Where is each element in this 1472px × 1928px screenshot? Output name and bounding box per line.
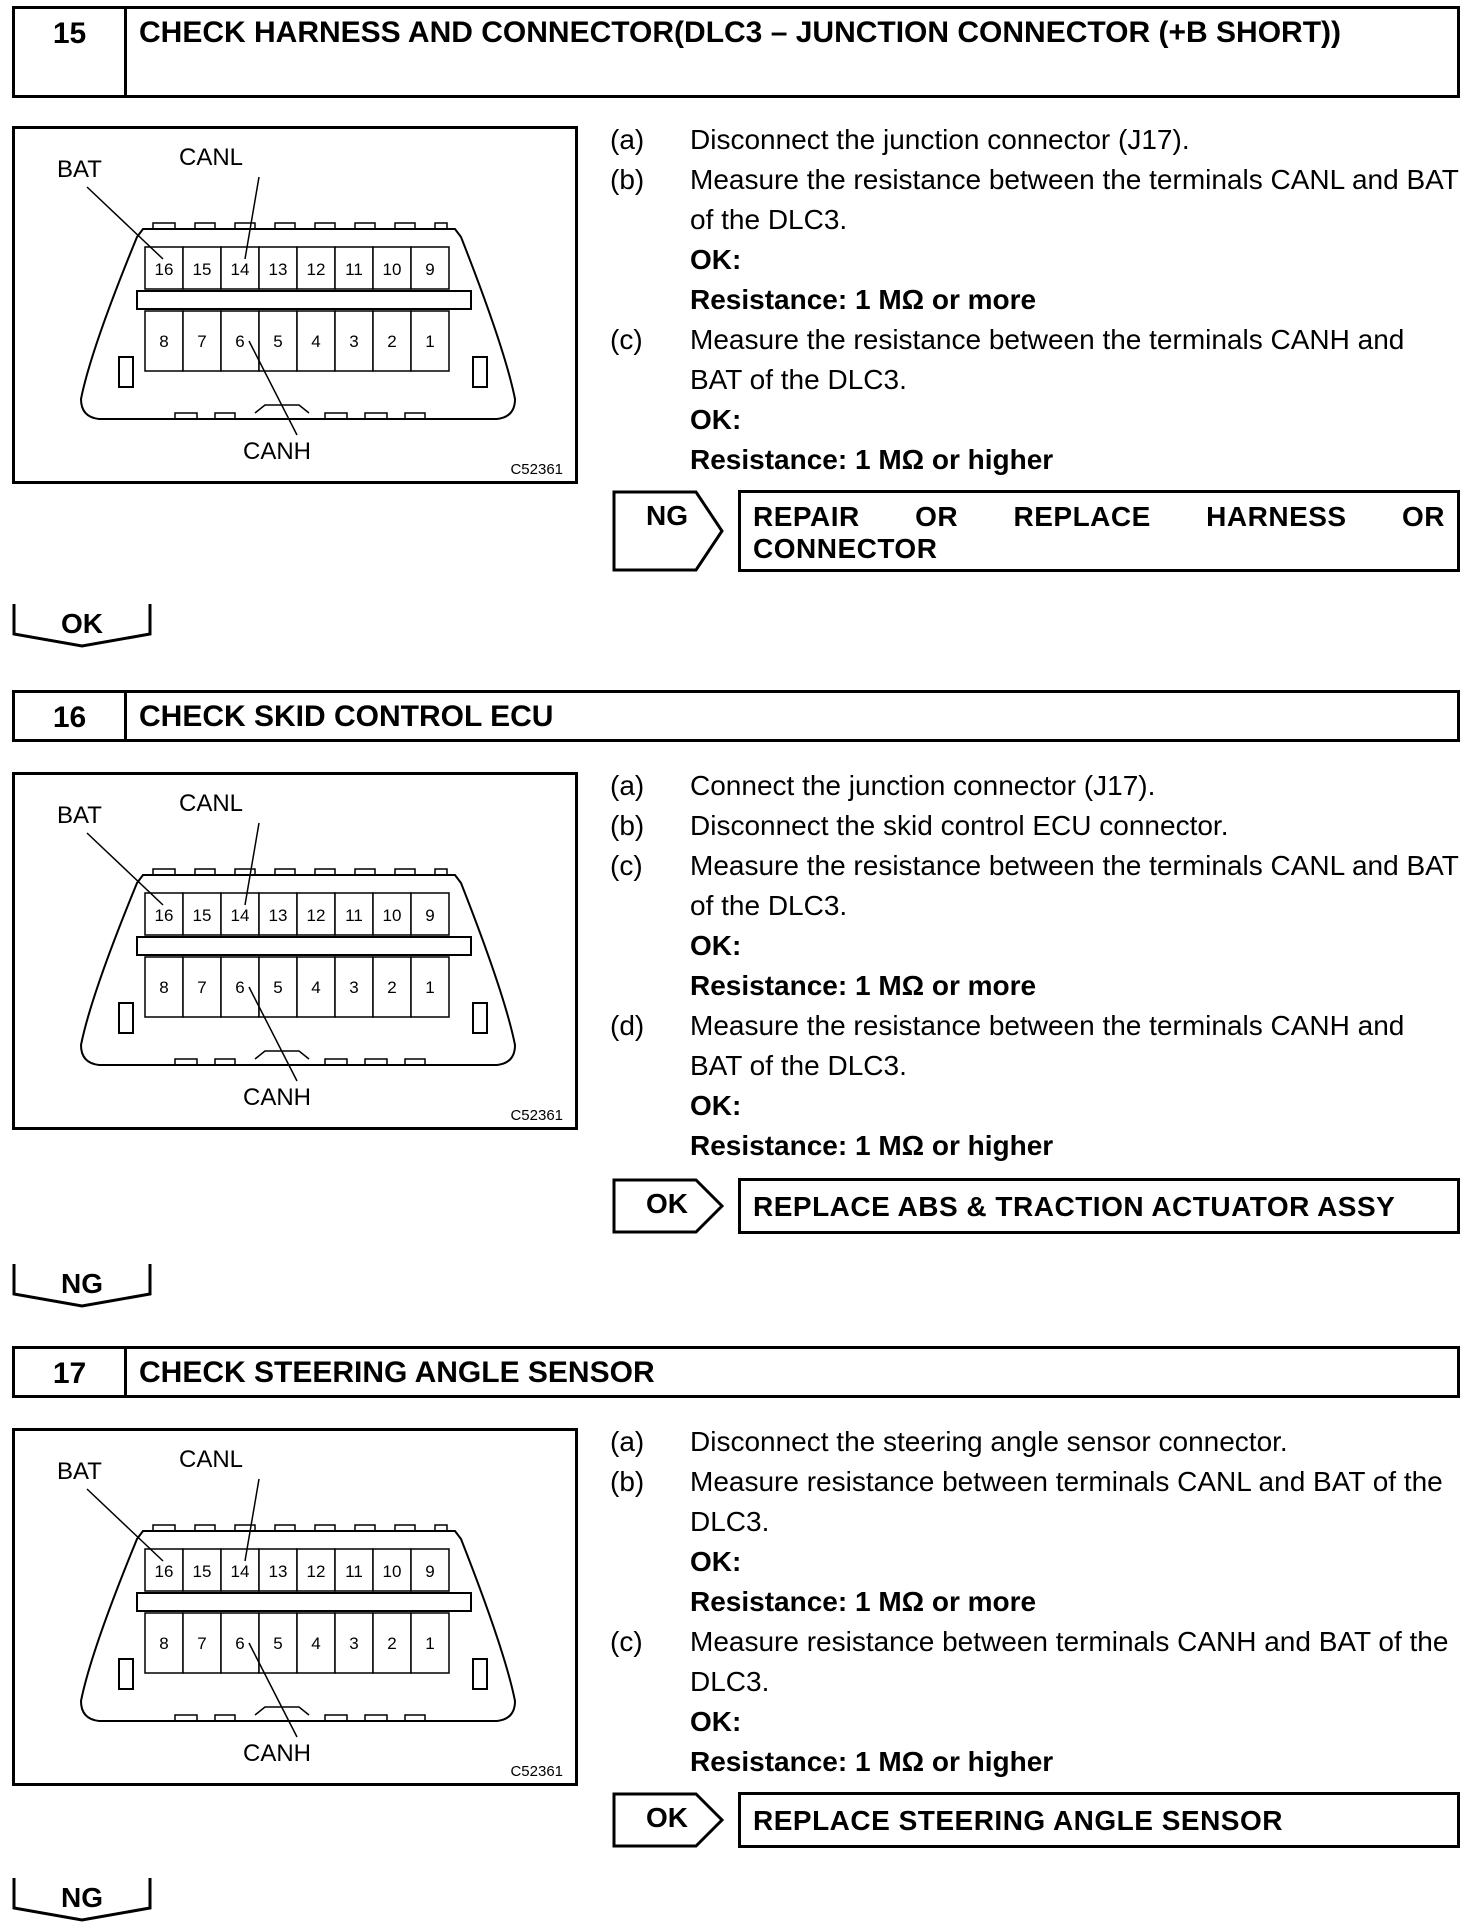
instruction-item: (c) Measure resistance between terminals CANH and BAT of the DLC3.	[610, 1626, 1449, 1697]
pin-number: 6	[235, 332, 245, 351]
figure-code: C52361	[510, 1763, 563, 1780]
resistance-spec: Resistance: 1 MΩ or higher	[690, 1130, 1054, 1161]
pin-number: 13	[268, 1562, 288, 1581]
pin-number: 4	[311, 332, 321, 351]
dlc3-connector-diagram	[15, 129, 575, 481]
dlc3-connector-diagram	[15, 775, 575, 1127]
pin-number: 10	[382, 260, 402, 279]
resistance-spec: Resistance: 1 MΩ or more	[690, 970, 1037, 1001]
instructions	[610, 120, 1462, 480]
pin-number: 13	[268, 260, 288, 279]
result-box	[612, 490, 1460, 572]
pin-number: 16	[154, 1562, 174, 1581]
pin-number: 8	[159, 1634, 169, 1653]
step-header	[12, 6, 1460, 98]
pin-number: 9	[425, 1562, 435, 1581]
step-header	[12, 690, 1460, 742]
connector-divider	[137, 937, 471, 955]
label-canl: CANL	[178, 1446, 244, 1473]
label-canh: CANH	[242, 1740, 312, 1767]
pin-number: 3	[349, 332, 359, 351]
flow-arrow-ng: NG	[12, 1262, 152, 1308]
latch-left	[119, 1659, 133, 1689]
result-box	[612, 1792, 1460, 1874]
pin-number: 2	[387, 978, 397, 997]
ok-label: OK:	[690, 244, 742, 275]
label-canh: CANH	[242, 1084, 312, 1111]
shell-bottom-edge	[175, 1051, 425, 1065]
flow-arrow-ng: NG	[12, 1876, 152, 1922]
instruction-item: (a) Connect the junction connector (J17).	[610, 770, 1156, 801]
pin-number: 7	[197, 1634, 207, 1653]
pin-number: 14	[230, 260, 250, 279]
result-tag-ng: NG	[612, 490, 738, 572]
pin-number: 10	[382, 906, 402, 925]
step-number: 15	[15, 9, 127, 95]
result-tag-ok: OK	[612, 1792, 738, 1848]
label-canh: CANH	[242, 438, 312, 465]
pin-number: 1	[425, 1634, 435, 1653]
pin-number: 1	[425, 332, 435, 351]
step-title: CHECK STEERING ANGLE SENSOR	[139, 1356, 655, 1389]
pin-number: 7	[197, 332, 207, 351]
latch-left	[119, 1003, 133, 1033]
instruction-item: (a) Disconnect the steering angle sensor connector.	[610, 1426, 1288, 1457]
pin-number: 13	[268, 906, 288, 925]
pin-number: 6	[235, 1634, 245, 1653]
pin-number: 15	[192, 906, 212, 925]
dlc3-figure	[12, 126, 578, 484]
pin-number: 14	[230, 906, 250, 925]
step-header	[12, 1346, 1460, 1398]
pin-number: 12	[306, 906, 326, 925]
result-action: REPLACE STEERING ANGLE SENSOR	[738, 1792, 1460, 1848]
result-tag-ok: OK	[612, 1178, 738, 1234]
instructions	[610, 766, 1462, 1166]
result-box	[612, 1178, 1460, 1260]
pin-number: 11	[345, 906, 363, 925]
instruction-item: (a) Disconnect the junction connector (J17).	[610, 124, 1190, 155]
pin-number: 3	[349, 1634, 359, 1653]
pin-number: 15	[192, 260, 212, 279]
dlc3-connector-diagram	[15, 1431, 575, 1783]
ok-label: OK:	[690, 404, 742, 435]
connector-divider	[137, 291, 471, 309]
shell-bottom-edge	[175, 1707, 425, 1721]
pin-number: 7	[197, 978, 207, 997]
instruction-item: (d) Measure the resistance between the terminals CANH and BAT of the DLC3.	[610, 1010, 1405, 1081]
latch-right	[473, 1003, 487, 1033]
pin-number: 16	[154, 906, 174, 925]
pin-number: 8	[159, 332, 169, 351]
latch-right	[473, 1659, 487, 1689]
label-bat: BAT	[57, 1458, 102, 1485]
figure-code: C52361	[510, 1107, 563, 1124]
connector-divider	[137, 1593, 471, 1611]
instructions	[610, 1422, 1462, 1782]
pin-number: 1	[425, 978, 435, 997]
pin-number: 2	[387, 332, 397, 351]
instruction-item: (b) Measure resistance between terminals CANL and BAT of the DLC3.	[610, 1466, 1443, 1537]
ok-label: OK:	[690, 930, 742, 961]
pin-number: 16	[154, 260, 174, 279]
ok-label: OK:	[690, 1546, 742, 1577]
leader-bat	[87, 833, 163, 905]
resistance-spec: Resistance: 1 MΩ or more	[690, 1586, 1037, 1617]
pin-number: 3	[349, 978, 359, 997]
pin-number: 5	[273, 978, 283, 997]
pin-number: 12	[306, 260, 326, 279]
resistance-spec: Resistance: 1 MΩ or higher	[690, 444, 1054, 475]
resistance-spec: Resistance: 1 MΩ or higher	[690, 1746, 1054, 1777]
pin-number: 5	[273, 1634, 283, 1653]
leader-bat	[87, 1489, 163, 1561]
pin-number: 4	[311, 978, 321, 997]
ok-label: OK:	[690, 1090, 742, 1121]
instruction-item: (c) Measure the resistance between the terminals CANL and BAT of the DLC3.	[610, 850, 1459, 921]
label-bat: BAT	[57, 802, 102, 829]
pin-number: 15	[192, 1562, 212, 1581]
label-canl: CANL	[178, 144, 244, 171]
instruction-item: (b) Disconnect the skid control ECU connector.	[610, 810, 1229, 841]
resistance-spec: Resistance: 1 MΩ or more	[690, 284, 1037, 315]
pin-number: 9	[425, 260, 435, 279]
label-bat: BAT	[57, 156, 102, 183]
instruction-item: (c) Measure the resistance between the terminals CANH and BAT of the DLC3.	[610, 324, 1405, 395]
step-number: 16	[15, 693, 127, 739]
leader-bat	[87, 187, 163, 259]
dlc3-figure	[12, 772, 578, 1130]
shell-bottom-edge	[175, 405, 425, 419]
pin-number: 2	[387, 1634, 397, 1653]
pin-number: 10	[382, 1562, 402, 1581]
flow-arrow-ok: OK	[12, 602, 152, 648]
pin-number: 11	[345, 260, 363, 279]
ok-label: OK:	[690, 1706, 742, 1737]
label-canl: CANL	[178, 790, 244, 817]
dlc3-figure	[12, 1428, 578, 1786]
latch-right	[473, 357, 487, 387]
result-action: REPAIR OR REPLACE HARNESS OR CONNECTOR	[738, 490, 1460, 572]
pin-number: 12	[306, 1562, 326, 1581]
pin-number: 9	[425, 906, 435, 925]
step-title: CHECK SKID CONTROL ECU	[139, 700, 554, 733]
result-action: REPLACE ABS & TRACTION ACTUATOR ASSY	[738, 1178, 1460, 1234]
pin-number: 4	[311, 1634, 321, 1653]
step-number: 17	[15, 1349, 127, 1395]
figure-code: C52361	[510, 461, 563, 478]
instruction-item: (b) Measure the resistance between the terminals CANL and BAT of the DLC3.	[610, 164, 1459, 235]
pin-number: 5	[273, 332, 283, 351]
pin-number: 14	[230, 1562, 250, 1581]
step-title: CHECK HARNESS AND CONNECTOR(DLC3 – JUNCTION CONNECTOR (+B SHORT))	[139, 16, 1342, 49]
latch-left	[119, 357, 133, 387]
pin-number: 6	[235, 978, 245, 997]
pin-number: 8	[159, 978, 169, 997]
pin-number: 11	[345, 1562, 363, 1581]
